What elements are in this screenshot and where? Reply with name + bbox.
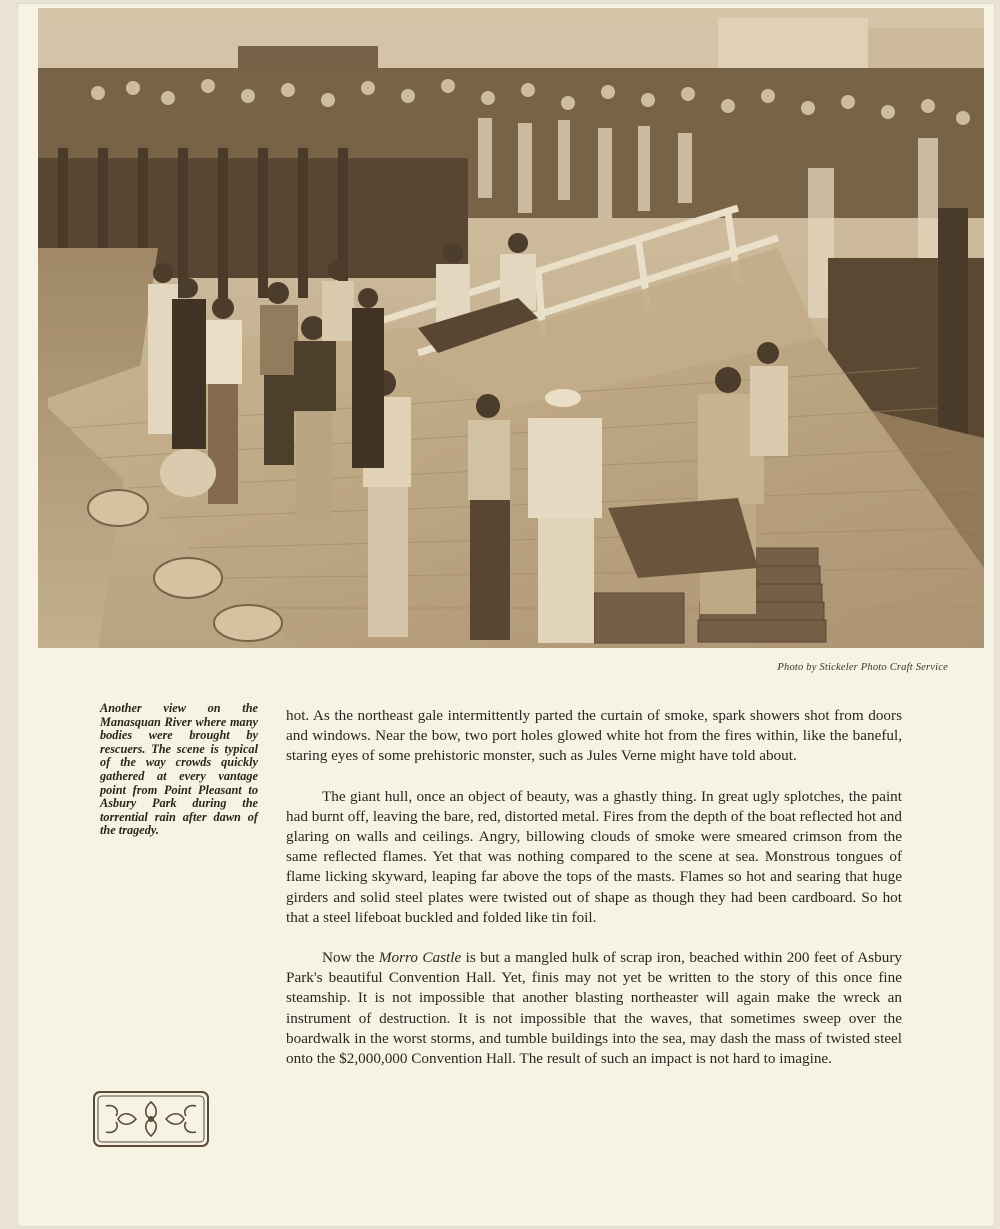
paragraph-3 <box>286 948 902 1069</box>
photo-credit: Photo by Stickeler Photo Craft Service <box>777 662 948 673</box>
paragraph-1: hot. As the northeast gale intermittently parted the curtain of smoke, spark showers shot from doors and windows. Near the bow, two port holes glowed white hot from the fires within, like the baneful, staring eyes of some prehistoric monster, such as Jules Verne might have told about. <box>286 707 902 765</box>
photo-caption: Another view on the Manasquan River where many bodies were brought by rescuers. The scene is typical of the way crowds quickly gathered at every vantage point from Point Pleasant to Asbury Park during the torrential rain after dawn of the tragedy. <box>100 701 258 838</box>
paragraph-2: The giant hull, once an object of beauty, was a ghastly thing. In great ugly splotches, the paint had burnt off, leaving the bare, red, distorted metal. Fires from the depth of the boat reflected hot and glaring on walls and ceilings. Angry, billowing clouds of smoke were smeared crimson from the same reflected flames. Yet that was nothing compared to the scene at sea. Monstrous tongues of flame licking skyward, leaping far above the tops of the masts. Flames so hot and searing that huge girders and solid steel plates were twisted out of shape as though they had been cardboard. So hot that a steel lifeboat buckled and folded like tin foil. <box>286 787 902 926</box>
decorative-ornament-icon <box>92 1090 210 1148</box>
photo-illustration <box>38 8 984 648</box>
photograph-pier-crowd <box>38 8 984 648</box>
page-sheet <box>18 4 994 1226</box>
paragraph-3-rest: is but a mangled hulk of scrap iron, beached within 200 feet of Asbury Park's beautiful Convention Hall. Yet, finis may not yet be written to the story of this once fine steamship. It is not impossible that another blasting northeaster will again make the wreck an instrument of destruction. It is not impossible that the waves, that sometimes sweep over the boardwalk in the worst storms, and tumble buildings into the sea, may dash the mass of twisted steel onto the $2,000,000 Convention Hall. The result of such an impact is not hard to imagine. <box>286 949 902 1068</box>
article-body <box>286 706 902 1089</box>
paragraph-3-lead: Now the <box>322 949 379 967</box>
ship-name: Morro Castle <box>378 949 462 967</box>
